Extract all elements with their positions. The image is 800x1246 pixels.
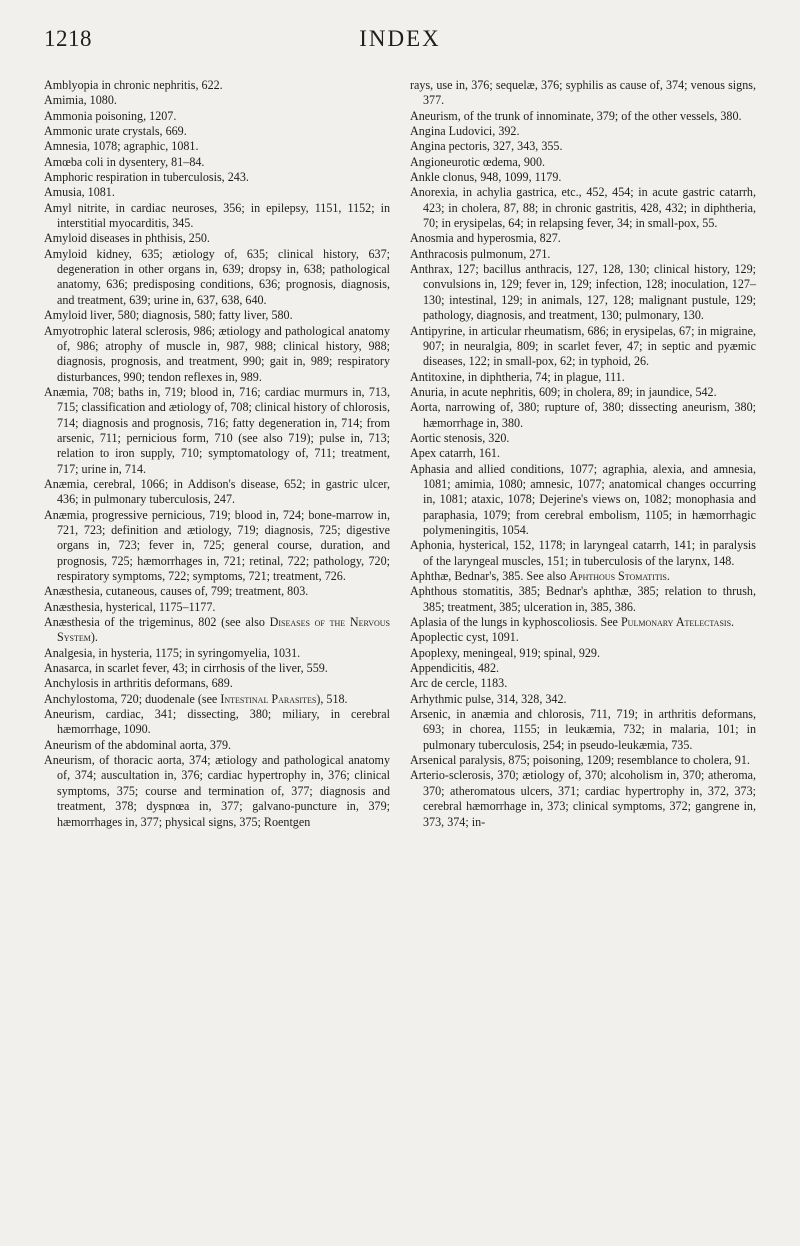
left-column bbox=[44, 78, 390, 830]
index-entry: Analgesia, in hysteria, 1175; in syringomyelia, 1031. bbox=[44, 645, 301, 660]
index-entry: Anæmia, progressive pernicious, 719; blood in, 724; bone-marrow in, 721, 723; definition and ætiology, 719; diagnosis, 725; digestive organs in, 723; fever in, 725; general course, duration, and prognosis, 725; hæmorrhages in, 721; retinal, 722; pathology, 720; respiratory symptoms, 722; symptoms, 721; treatment, 726. bbox=[44, 507, 390, 583]
index-entry: Amyl nitrite, in cardiac neuroses, 356; in epilepsy, 1151, 1152; in interstitial myocarditis, 345. bbox=[44, 200, 390, 231]
index-entry: Angina pectoris, 327, 343, 355. bbox=[410, 139, 563, 154]
index-entry: Arterio-sclerosis, 370; ætiology of, 370; alcoholism in, 370; atheroma, 370; atheromatous ulcers, 371; cardiac hypertrophy in, 372, 373; cerebral hæmorrhage in, 373; clinical symptoms, 372; gangrene in, 373, 374; in- bbox=[410, 768, 756, 829]
index-entry: Aortic stenosis, 320. bbox=[410, 430, 510, 445]
index-entry: Aphonia, hysterical, 152, 1178; in laryngeal catarrh, 141; in paralysis of the laryngeal muscles, 151; in tuberculosis of the larynx, 148. bbox=[410, 538, 756, 568]
index-entry: Ankle clonus, 948, 1099, 1179. bbox=[410, 170, 562, 185]
index-entry: Amyloid liver, 580; diagnosis, 580; fatty liver, 580. bbox=[44, 308, 293, 323]
index-entry: Apoplexy, meningeal, 919; spinal, 929. bbox=[410, 645, 600, 660]
index-entry: Anosmia and hyperosmia, 827. bbox=[410, 231, 561, 246]
index-entry: Appendicitis, 482. bbox=[410, 661, 500, 676]
cross-reference: Pulmonary Atelectasis bbox=[620, 615, 732, 630]
index-entry: Amyotrophic lateral sclerosis, 986; ætiology and pathological anatomy of, 986; atrophy of muscle in, 987, 988; clinical history, 988; diagnosis, prognosis, and treatment, 990; gait in, 989; respiratory disturbances, 990; tendon reflexes in, 989. bbox=[44, 323, 390, 384]
index-entry: Amphoric respiration in tuberculosis, 243. bbox=[44, 170, 249, 185]
index-entry: Anæmia, cerebral, 1066; in Addison's disease, 652; in gastric ulcer, 436; in pulmonary tuberculosis, 247. bbox=[44, 476, 390, 507]
index-entry: Angina Ludovici, 392. bbox=[410, 124, 520, 139]
index-entry: Anæmia, 708; baths in, 719; blood in, 716; cardiac murmurs in, 713, 715; classification and ætiology of, 708; clinical history of chlorosis, 714; diagnosis and prognosis, 716; fatty degeneration in, 714; from arsenic, 711; pernicious form, 710 (see also 719); pulse in, 713; relation to iron supply, 710; symptomatology of, 711; treatment, 717; urine in, 714. bbox=[44, 384, 390, 476]
cross-reference: Aphthous Stomatitis bbox=[569, 569, 667, 583]
index-entry: rays, use in, 376; sequelæ, 376; syphilis as cause of, 374; venous signs, 377. bbox=[410, 78, 756, 108]
index-entry: Aphasia and allied conditions, 1077; agraphia, alexia, and amnesia, 1081; amimia, 1080; amnesic, 1077; anatomical changes occurring in, 1081; ataxic, 1078; Dejerine's views on, 1082; monophasia and paraphasia, 1079; from cerebral embolism, 1105; in hæmorrhagic polymeningitis, 1054. bbox=[410, 461, 756, 537]
index-entry: Amnesia, 1078; agraphic, 1081. bbox=[44, 139, 199, 154]
index-entry: Amblyopia in chronic nephritis, 622. bbox=[44, 78, 223, 92]
index-entry: Arc de cercle, 1183. bbox=[410, 676, 508, 691]
index-entry: Amimia, 1080. bbox=[44, 93, 117, 108]
index-entry: Amusia, 1081. bbox=[44, 185, 115, 200]
index-entry: Arsenical paralysis, 875; poisoning, 1209; resemblance to cholera, 91. bbox=[410, 753, 750, 768]
index-entry: Amœba coli in dysentery, 81–84. bbox=[44, 154, 205, 169]
index-entry: Aneurism, of the trunk of innominate, 379; of the other vessels, 380. bbox=[410, 108, 742, 123]
index-entry: Angioneurotic œdema, 900. bbox=[410, 154, 546, 169]
index-entry: Ammonic urate crystals, 669. bbox=[44, 124, 187, 139]
page-number: 1218 bbox=[44, 26, 92, 51]
index-entry: Anæsthesia, hysterical, 1175–1177. bbox=[44, 599, 216, 614]
index-entry: Amyloid kidney, 635; ætiology of, 635; clinical history, 637; degeneration in other organs in, 639; dropsy in, 638; pathological anatomy, 636; predisposing conditions, 636; prognosis, diagnosis, and treatment, 639; urine in, 637, 638, 640. bbox=[44, 246, 390, 307]
index-entry: Aneurism of the abdominal aorta, 379. bbox=[44, 737, 232, 752]
cross-reference: Intestinal Parasites bbox=[220, 691, 317, 706]
index-entry: Aphthæ, Bednar's, 385. See also Aphthous Stomatitis. bbox=[410, 569, 670, 583]
index-entry: Anthrax, 127; bacillus anthracis, 127, 128, 130; clinical history, 129; convulsions in, 129; fever in, 129; infection, 128; inoculation, 127–130; intestinal, 129; in animals, 127, 128; malignant pustule, 129; pathology, diagnosis, and treatment, 130; pulmonary, 130. bbox=[410, 262, 756, 323]
index-entry: Anæsthesia of the trigeminus, 802 (see also Diseases of the Nervous System). bbox=[44, 615, 390, 645]
running-head: INDEX bbox=[359, 26, 441, 51]
index-entry: Apoplectic cyst, 1091. bbox=[410, 630, 519, 645]
index-entry: Amyloid diseases in phthisis, 250. bbox=[44, 231, 210, 246]
index-entry: Antitoxine, in diphtheria, 74; in plague, 111. bbox=[410, 369, 625, 384]
index-entry: Ammonia poisoning, 1207. bbox=[44, 108, 177, 123]
index-entry: Aneurism, of thoracic aorta, 374; ætiology and pathological anatomy of, 374; auscultation in, 376; cardiac hypertrophy in, 376; clinical symptoms, 375; course and termination of, 377; diagnosis and treatment, 378; dyspnœa in, 377; galvano-puncture in, 379; hæmorrhages in, 377; physical signs, 375; Roentgen bbox=[44, 753, 390, 829]
index-entry: Anasarca, in scarlet fever, 43; in cirrhosis of the liver, 559. bbox=[44, 661, 328, 676]
index-entry: Arhythmic pulse, 314, 328, 342. bbox=[410, 691, 567, 706]
page-header bbox=[0, 0, 800, 58]
right-column bbox=[410, 78, 756, 830]
index-entry: Anthracosis pulmonum, 271. bbox=[410, 246, 551, 261]
cross-reference: Diseases of the Nervous System bbox=[57, 615, 390, 645]
index-entry: Anchylosis in arthritis deformans, 689. bbox=[44, 676, 233, 691]
index-entry: Anorexia, in achylia gastrica, etc., 452, 454; in acute gastric catarrh, 423; in cholera, 87, 88; in chronic gastritis, 428, 432; in diphtheria, 70; in erysipelas, 64; in relapsing fever, 34; in small-pox, 55. bbox=[410, 185, 756, 231]
index-entry: Aorta, narrowing of, 380; rupture of, 380; dissecting aneurism, 380; hæmorrhage in, 380. bbox=[410, 400, 756, 430]
index-entry: Antipyrine, in articular rheumatism, 686; in erysipelas, 67; in migraine, 907; in neuralgia, 809; in scarlet fever, 47; in septic and pyæmic diseases, 122; in small-pox, 62; in typhoid, 26. bbox=[410, 323, 756, 369]
index-entry: Aphthous stomatitis, 385; Bednar's aphthæ, 385; relation to thrush, 385; treatment, 385; ulceration in, 385, 386. bbox=[410, 584, 756, 614]
index-entry: Aneurism, cardiac, 341; dissecting, 380; miliary, in cerebral hæmorrhage, 1090. bbox=[44, 707, 390, 737]
index-entry: Aplasia of the lungs in kyphoscoliosis. See Pulmonary Atelectasis. bbox=[410, 615, 735, 630]
index-entry: Apex catarrh, 161. bbox=[410, 446, 500, 461]
index-entry: Anæsthesia, cutaneous, causes of, 799; treatment, 803. bbox=[44, 584, 309, 599]
index-entry: Anchylostoma, 720; duodenale (see Intestinal Parasites), 518. bbox=[44, 691, 348, 706]
index-entry: Arsenic, in anæmia and chlorosis, 711, 719; in arthritis deformans, 693; in chorea, 1155; in leukæmia, 732; in malaria, 101; in pulmonary tuberculosis, 254; in pseudo-leukæmia, 735. bbox=[410, 707, 756, 752]
index-entry: Anuria, in acute nephritis, 609; in cholera, 89; in jaundice, 542. bbox=[410, 384, 717, 399]
